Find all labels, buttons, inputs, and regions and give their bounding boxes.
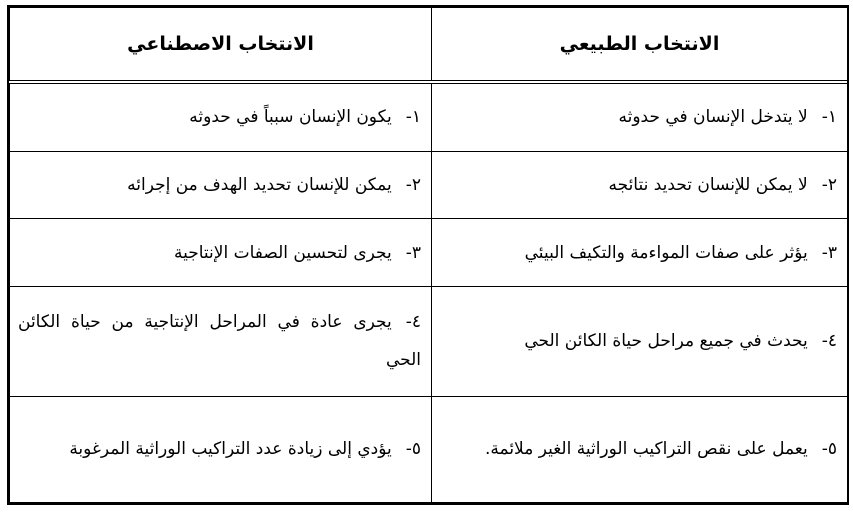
cell-text: يعمل على نقص التراكيب الوراثية الغير ملائمة. bbox=[484, 439, 808, 460]
artificial-cell bbox=[10, 82, 432, 151]
table-row bbox=[10, 396, 848, 502]
natural-cell bbox=[432, 396, 848, 502]
natural-cell bbox=[432, 219, 848, 287]
header-natural-selection: الانتخاب الطبيعي bbox=[432, 8, 848, 83]
item-number: ٤- bbox=[821, 331, 837, 352]
cell-text: يجرى لتحسين الصفات الإنتاجية bbox=[173, 242, 392, 263]
cell-text: يؤدي إلى زيادة عدد التراكيب الوراثية المرغوبة bbox=[69, 439, 392, 460]
artificial-cell bbox=[10, 286, 432, 396]
cell-text: يجرى عادة في المراحل الإنتاجية من حياة الكائن الحي bbox=[18, 312, 421, 371]
table-row bbox=[10, 286, 848, 396]
comparison-table-grid bbox=[9, 7, 848, 503]
item-number: ١- bbox=[821, 107, 837, 128]
cell-text: يمكن للإنسان تحديد الهدف من إجرائه bbox=[127, 174, 392, 195]
item-number: ٥- bbox=[405, 439, 421, 460]
header-row bbox=[10, 8, 848, 83]
artificial-cell bbox=[10, 396, 432, 502]
item-number: ٣- bbox=[405, 242, 421, 263]
header-artificial-selection: الانتخاب الاصطناعي bbox=[10, 8, 432, 83]
table-row bbox=[10, 151, 848, 219]
comparison-table bbox=[7, 5, 849, 505]
natural-cell bbox=[432, 286, 848, 396]
artificial-cell bbox=[10, 219, 432, 287]
natural-cell bbox=[432, 151, 848, 219]
item-number: ٣- bbox=[821, 242, 837, 263]
cell-text: لا يتدخل الإنسان في حدوثه bbox=[618, 107, 808, 128]
table-row bbox=[10, 82, 848, 151]
natural-cell bbox=[432, 82, 848, 151]
cell-text: يؤثر على صفات المواءمة والتكيف البيئي bbox=[524, 242, 808, 263]
cell-text: لا يمكن للإنسان تحديد نتائجه bbox=[608, 174, 808, 195]
artificial-cell bbox=[10, 151, 432, 219]
item-number: ٢- bbox=[821, 174, 837, 195]
item-number: ١- bbox=[405, 107, 421, 128]
item-number: ٤- bbox=[405, 312, 421, 333]
item-number: ٥- bbox=[821, 439, 837, 460]
table-row bbox=[10, 219, 848, 287]
cell-text: يحدث في جميع مراحل حياة الكائن الحي bbox=[524, 331, 808, 352]
cell-text: يكون الإنسان سبباً في حدوثه bbox=[189, 107, 392, 128]
item-number: ٢- bbox=[405, 174, 421, 195]
